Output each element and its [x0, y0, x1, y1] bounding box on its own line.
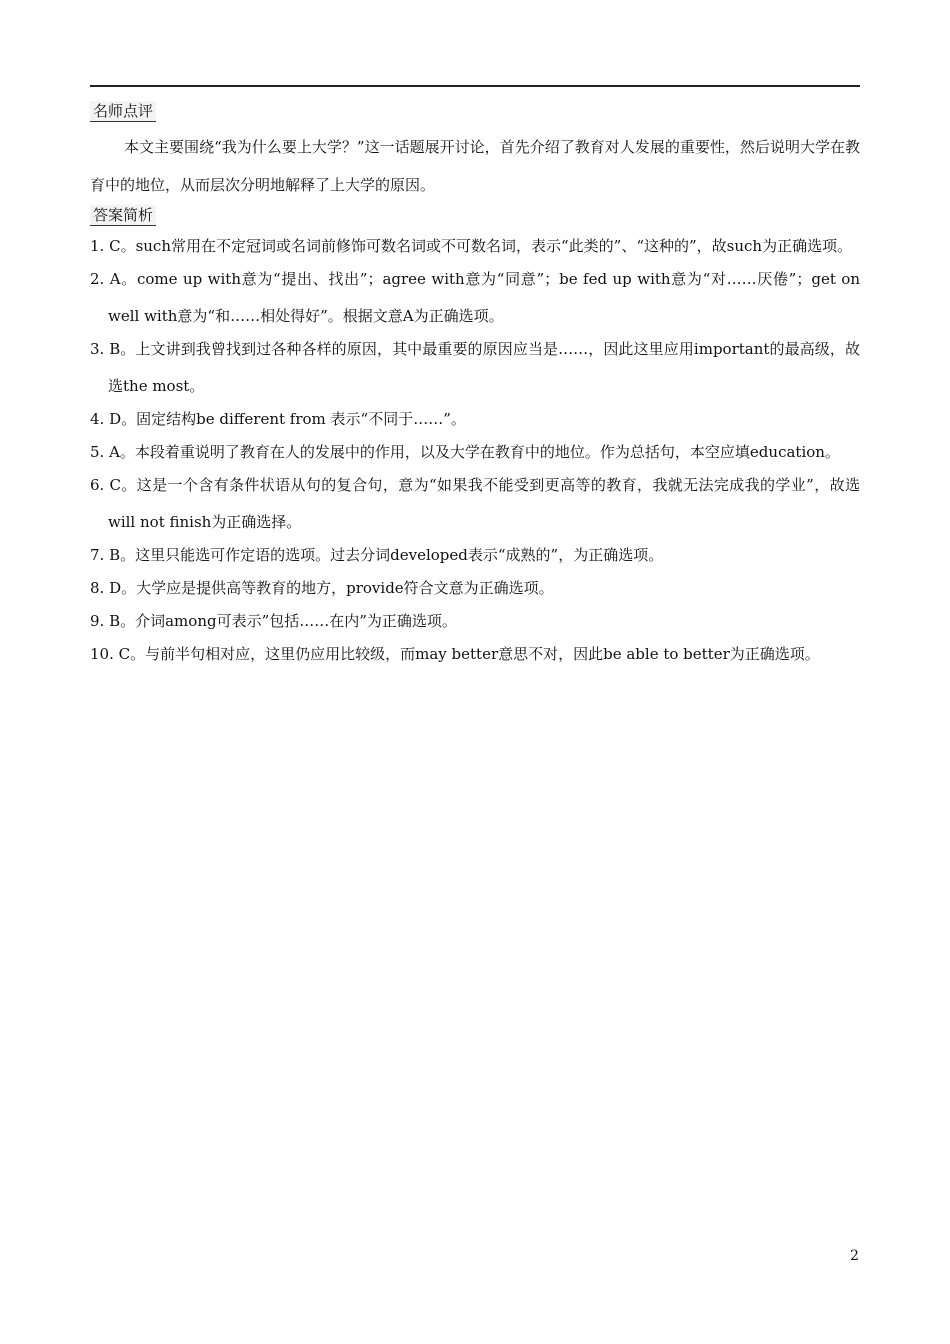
answer-item — [90, 401, 860, 438]
answer-text: C。这是一个含有条件状语从句的复合句，意为“如果我不能受到更高等的教育，我就无法完成我的学业”，故选will not finish为正确选择。 — [108, 476, 860, 531]
answer-text: A。本段着重说明了教育在人的发展中的作用，以及大学在教育中的地位。作为总括句，本空应填education。 — [109, 443, 840, 461]
answer-item — [90, 331, 860, 405]
page-number: 2 — [850, 1248, 859, 1264]
answer-text: A。come up with意为“提出、找出”；agree with意为“同意”；be fed up with意为“对……厌倦”；get on well with意为“和……相处得好”。根据文意A为正确选项。 — [108, 270, 860, 325]
answer-item — [90, 261, 860, 335]
answer-item — [90, 570, 860, 607]
comment-heading: 名师点评 — [90, 101, 156, 122]
answer-item — [90, 603, 860, 640]
answer-list — [90, 228, 860, 673]
answer-number: 9. — [90, 612, 105, 630]
comment-paragraph: 本文主要围绕“我为什么要上大学？”这一话题展开讨论，首先介绍了教育对人发展的重要性，然后说明大学在教育中的地位，从而层次分明地解释了上大学的原因。 — [90, 138, 860, 194]
answer-item — [90, 636, 860, 673]
answer-text: B。上文讲到我曾找到过各种各样的原因，其中最重要的原因应当是……，因此这里应用important的最高级，故选the most。 — [108, 340, 860, 395]
answer-text: B。这里只能选可作定语的选项。过去分词developed表示“成熟的”，为正确选项。 — [109, 546, 664, 564]
header-rule — [90, 85, 860, 87]
answer-number: 5. — [90, 443, 105, 461]
answer-number: 10. — [90, 645, 114, 663]
answer-text: D。固定结构be different from 表示“不同于……”。 — [109, 410, 466, 428]
answer-item — [90, 537, 860, 574]
answer-number: 8. — [90, 579, 105, 597]
answer-item — [90, 467, 860, 541]
answer-number: 7. — [90, 546, 105, 564]
answer-item — [90, 434, 860, 471]
answers-heading: 答案简析 — [90, 205, 156, 226]
answer-number: 2. — [90, 270, 105, 288]
answer-number: 3. — [90, 340, 105, 358]
answer-text: B。介词among可表示”包括……在内”为正确选项。 — [109, 612, 457, 630]
answer-number: 4. — [90, 410, 105, 428]
answer-text: D。大学应是提供高等教育的地方，provide符合文意为正确选项。 — [109, 579, 554, 597]
answer-number: 6. — [90, 476, 105, 494]
answer-text: C。such常用在不定冠词或名词前修饰可数名词或不可数名词，表示“此类的”、“这种的”，故such为正确选项。 — [109, 237, 853, 255]
answer-number: 1. — [90, 237, 105, 255]
answer-item — [90, 228, 860, 265]
answer-text: C。与前半句相对应，这里仍应用比较级，而may better意思不对，因此be able to better为正确选项。 — [118, 645, 820, 663]
